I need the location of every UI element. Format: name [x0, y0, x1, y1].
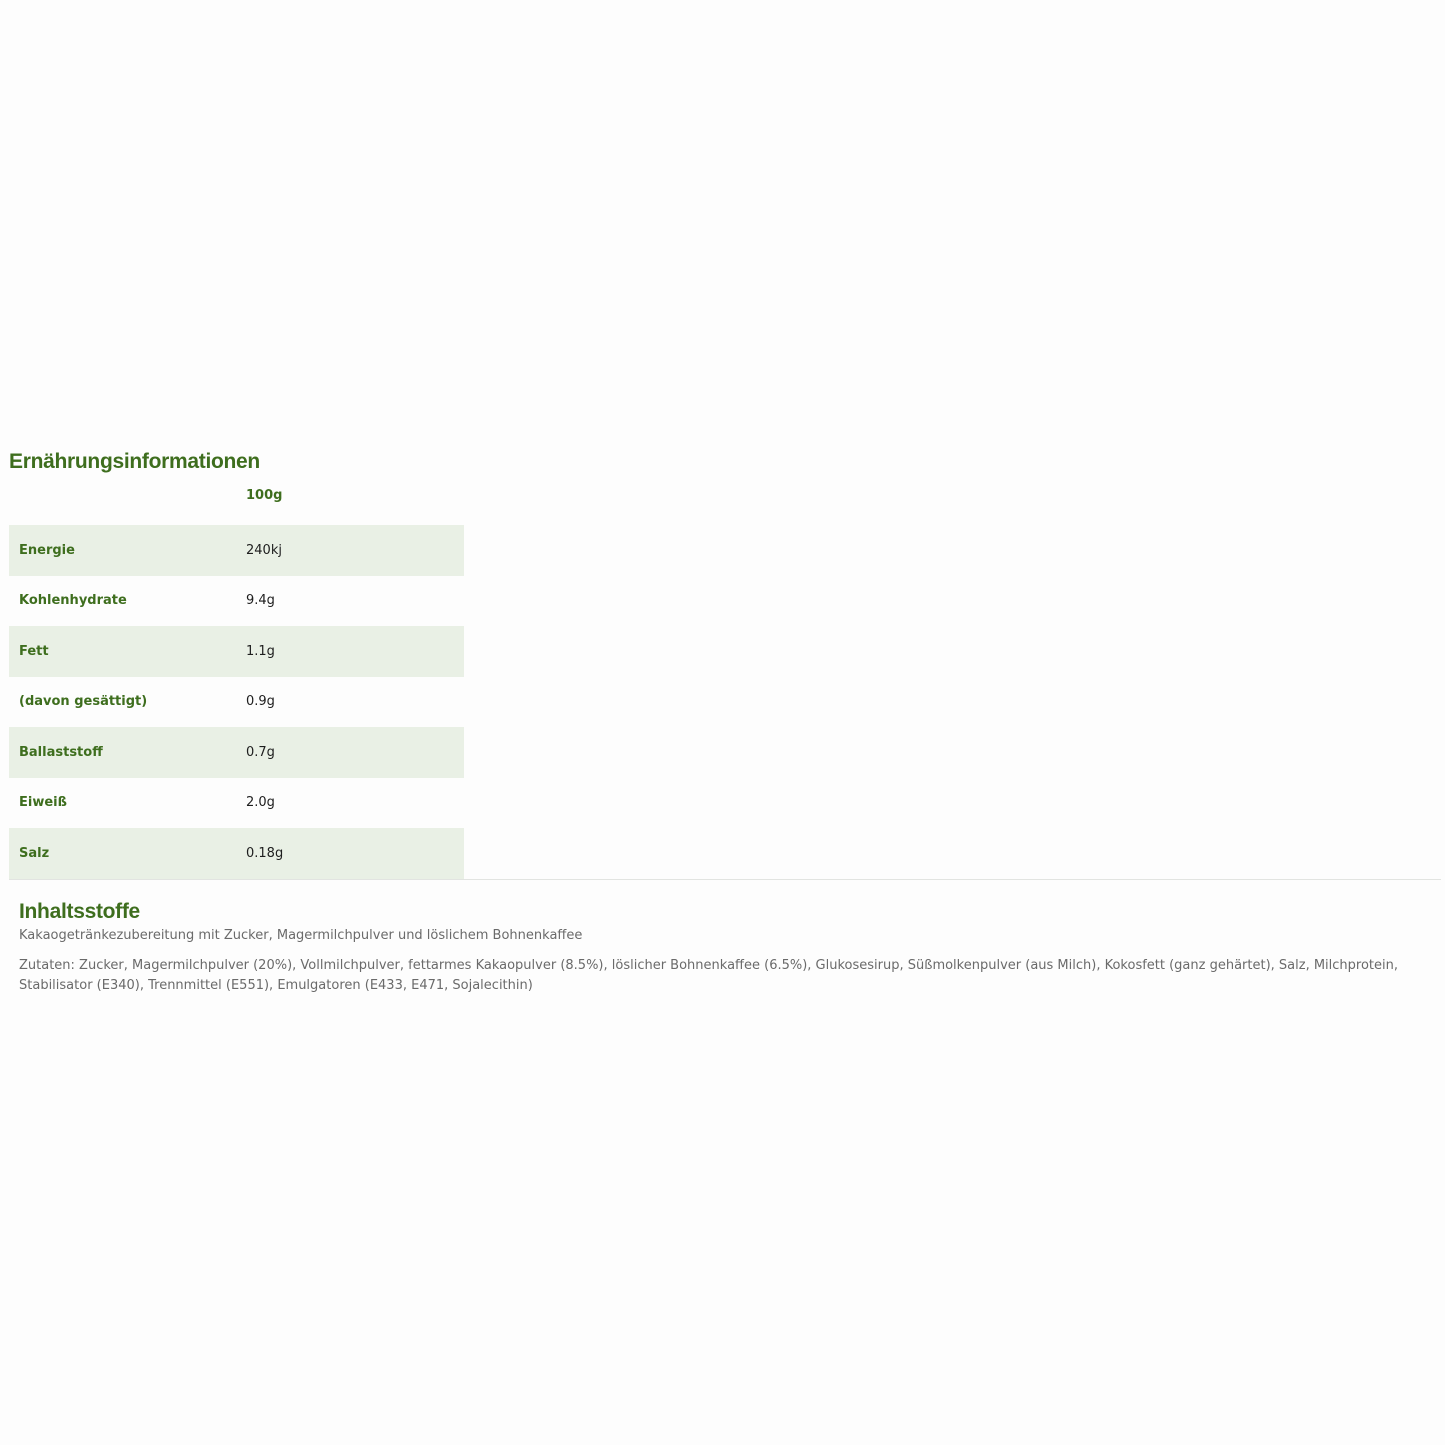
nutrition-row-ballaststoff — [9, 727, 464, 778]
nutrition-row-energie — [9, 525, 464, 576]
nutrition-header-row — [9, 488, 464, 525]
nutrition-header-empty — [9, 488, 246, 525]
nutrition-row-salz — [9, 828, 464, 879]
nutrition-row-value: 0.7g — [246, 727, 464, 778]
nutrition-row-label: Kohlenhydrate — [19, 593, 127, 609]
nutrition-row-value: 0.18g — [246, 828, 464, 879]
nutrition-row-value: 1.1g — [246, 626, 464, 677]
nutrition-row-value: 240kj — [246, 525, 464, 576]
nutrition-row-eiweiss — [9, 778, 464, 829]
ingredients-list: Zutaten: Zucker, Magermilchpulver (20%), Vollmilchpulver, fettarmes Kakaopulver (8.5%), löslicher Bohnenkaffee (6.5%), Glukosesirup, Süßmolkenpulver (aus Milch), Kokosfett (ganz gehärtet), Salz, Milchprotein, Stabilisator (E340), Trennmittel (E551), Emulgatoren (E433, E471, Sojalecithin) — [19, 957, 1399, 993]
nutrition-row-label: Fett — [9, 626, 246, 677]
ingredients-title: Inhaltsstoffe — [19, 899, 140, 923]
nutrition-row-label: Energie — [9, 525, 246, 576]
nutrition-row-label: (davon gesättigt) — [19, 694, 148, 710]
nutrition-row-label: Ballaststoff — [9, 727, 246, 778]
ingredients-section — [9, 880, 1441, 996]
ingredients-subtitle: Kakaogetränkezubereitung mit Zucker, Magermilchpulver und löslichem Bohnenkaffee — [19, 927, 583, 943]
nutrition-table — [9, 488, 464, 879]
nutrition-row-gesaettigt — [9, 677, 464, 728]
nutrition-row-value: 0.9g — [246, 694, 275, 710]
nutrition-section — [9, 446, 1441, 996]
nutrition-row-label: Salz — [9, 828, 246, 879]
nutrition-column-header: 100g — [246, 488, 283, 503]
nutrition-row-value: 9.4g — [246, 593, 275, 609]
nutrition-row-label: Eiweiß — [19, 795, 67, 811]
nutrition-title: Ernährungsinformationen — [9, 450, 260, 473]
nutrition-row-value: 2.0g — [246, 795, 275, 811]
nutrition-row-kohlenhydrate — [9, 576, 464, 627]
nutrition-row-fett — [9, 626, 464, 677]
